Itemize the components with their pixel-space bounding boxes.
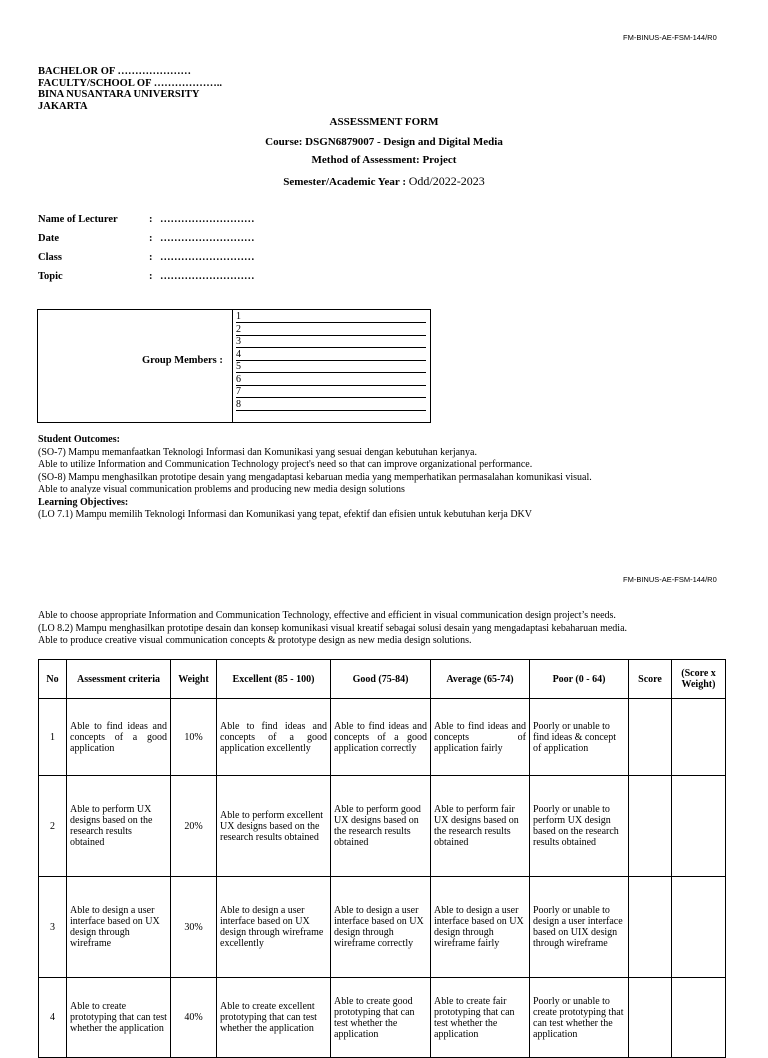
row-criteria: Able to find ideas and concepts of a good application	[67, 699, 171, 776]
semester-title	[0, 174, 768, 189]
field-value: ………………………	[160, 271, 255, 282]
row-criteria: Able to perform UX designs based on the research results obtained	[67, 776, 171, 877]
row-no: 1	[39, 699, 67, 776]
row-average: Able to design a user interface based on UX design through wireframe fairly	[431, 877, 530, 978]
row-score-weight-cell[interactable]	[672, 776, 726, 877]
outcome-line: (SO-8) Mampu menghasilkan prototipe desain yang mengadaptasi kebaruan media yang memperhatikan permasalahan komunikasi visual.	[38, 471, 592, 483]
row-average: Able to perform fair UX designs based on the research results obtained	[431, 776, 530, 877]
row-criteria: Able to create prototyping that can test whether the application	[67, 978, 171, 1058]
field-value: ………………………	[160, 233, 255, 244]
field-label: Name of Lecturer	[38, 214, 118, 225]
row-good: Able to design a user interface based on UX design through wireframe correctly	[331, 877, 431, 978]
col-header-score-weight: (Score x Weight)	[672, 660, 726, 699]
page2-objectives	[38, 610, 738, 648]
field-topic[interactable]	[38, 271, 338, 285]
field-lecturer[interactable]	[38, 214, 338, 228]
col-header-criteria: Assessment criteria	[67, 660, 171, 699]
bachelor-line: BACHELOR OF …………………	[38, 66, 192, 77]
institution-header	[38, 66, 222, 112]
col-header-no: No	[39, 660, 67, 699]
group-members-box	[37, 309, 431, 423]
row-weight: 30%	[171, 877, 217, 978]
col-header-poor: Poor (0 - 64)	[530, 660, 629, 699]
row-average: Able to create fair prototyping that can test whether the application	[431, 978, 530, 1058]
col-header-good: Good (75-84)	[331, 660, 431, 699]
row-score-weight-cell[interactable]	[672, 699, 726, 776]
table-row	[39, 776, 726, 877]
field-colon: :	[149, 271, 153, 282]
row-poor: Poorly or unable to design a user interface based on UIX design through wireframe	[530, 877, 629, 978]
form-title: ASSESSMENT FORM	[329, 116, 439, 128]
col-header-weight: Weight	[171, 660, 217, 699]
table-row	[39, 978, 726, 1058]
table-row	[39, 877, 726, 978]
member-line-2[interactable]: 2	[236, 324, 426, 336]
row-score-cell[interactable]	[629, 877, 672, 978]
method-title: Method of Assessment: Project	[311, 154, 457, 166]
outcome-line: (SO-7) Mampu memanfaatkan Teknologi Informasi dan Komunikasi yang sesuai dengan kebutuhan kerjanya.	[38, 446, 477, 458]
objective-line: (LO 8.2) Mampu menghasilkan prototipe desain dan konsep komunikasi visual kreatif sebagai solusi desain yang mengadaptasi kebaharuan media.	[38, 622, 628, 634]
field-colon: :	[149, 252, 153, 263]
objective-line: (LO 7.1) Mampu memilih Teknologi Informasi dan Komunikasi yang tepat, efektif dan efisien untuk kebutuhan kerja DKV	[38, 509, 532, 520]
col-header-average: Average (65-74)	[431, 660, 530, 699]
semester-label: Semester/Academic Year :	[283, 176, 409, 188]
box-divider	[232, 310, 233, 422]
member-line-7[interactable]: 7	[236, 386, 426, 398]
outcome-line: Able to utilize Information and Communication Technology project's need so that can improve organizational performance.	[38, 459, 533, 470]
city-line: JAKARTA	[38, 100, 88, 112]
row-poor: Poorly or unable to perform UX design based on the research results obtained	[530, 776, 629, 877]
row-average: Able to find ideas and concepts of application fairly	[431, 699, 530, 776]
col-header-score: Score	[629, 660, 672, 699]
semester-value: Odd/2022-2023	[408, 174, 485, 188]
row-excellent: Able to perform excellent UX designs based on the research results obtained	[217, 776, 331, 877]
university-line: BINA NUSANTARA UNIVERSITY	[38, 89, 200, 100]
field-colon: :	[149, 214, 153, 225]
row-score-cell[interactable]	[629, 699, 672, 776]
member-line-5[interactable]: 5	[236, 361, 426, 373]
student-outcomes	[38, 434, 738, 522]
row-excellent: Able to find ideas and concepts of a good application excellently	[217, 699, 331, 776]
field-class[interactable]	[38, 252, 338, 266]
member-line-8[interactable]: 8	[236, 399, 426, 411]
member-line-3[interactable]: 3	[236, 336, 426, 348]
member-line-1[interactable]: 1	[236, 311, 426, 323]
outcomes-heading: Student Outcomes:	[38, 434, 120, 445]
assessment-table	[38, 659, 726, 1058]
faculty-line: FACULTY/SCHOOL OF ………………..	[38, 77, 222, 89]
field-colon: :	[149, 233, 153, 244]
row-excellent: Able to design a user interface based on UX design through wireframe excellently	[217, 877, 331, 978]
outcome-line: Able to analyze visual communication problems and producing new media design solutions	[38, 484, 405, 495]
group-members-label: Group Members :	[142, 355, 223, 366]
row-score-weight-cell[interactable]	[672, 877, 726, 978]
table-row	[39, 699, 726, 776]
row-poor: Poorly or unable to create prototyping that can test whether the application	[530, 978, 629, 1058]
member-line-6[interactable]: 6	[236, 374, 426, 386]
member-line-4[interactable]: 4	[236, 349, 426, 361]
field-label: Topic	[38, 271, 63, 282]
row-good: Able to perform good UX designs based on the research results obtained	[331, 776, 431, 877]
field-value: ………………………	[160, 252, 255, 263]
row-score-cell[interactable]	[629, 776, 672, 877]
row-weight: 20%	[171, 776, 217, 877]
row-criteria: Able to design a user interface based on UX design through wireframe	[67, 877, 171, 978]
row-score-weight-cell[interactable]	[672, 978, 726, 1058]
objective-line: Able to produce creative visual communication concepts & prototype design as new media design solutions.	[38, 635, 472, 646]
row-score-cell[interactable]	[629, 978, 672, 1058]
row-no: 3	[39, 877, 67, 978]
row-no: 2	[39, 776, 67, 877]
document-code: FM-BINUS-AE-FSM-144/R0	[623, 33, 717, 42]
row-poor: Poorly or unable to find ideas & concept of application	[530, 699, 629, 776]
field-date[interactable]	[38, 233, 338, 247]
row-weight: 40%	[171, 978, 217, 1058]
course-title: Course: DSGN6879007 - Design and Digital Media	[265, 136, 503, 148]
field-label: Date	[38, 233, 59, 244]
learning-objectives-heading: Learning Objectives:	[38, 496, 129, 508]
field-value: ………………………	[160, 214, 255, 225]
row-excellent: Able to create excellent prototyping that can test whether the application	[217, 978, 331, 1058]
row-no: 4	[39, 978, 67, 1058]
row-good: Able to create good prototyping that can test whether the application	[331, 978, 431, 1058]
table-header-row	[39, 660, 726, 699]
objective-line: Able to choose appropriate Information and Communication Technology, effective and efficient in visual communication design project’s needs.	[38, 610, 616, 621]
field-label: Class	[38, 252, 62, 263]
col-header-excellent: Excellent (85 - 100)	[217, 660, 331, 699]
document-code-page2: FM-BINUS-AE-FSM-144/R0	[623, 575, 717, 584]
row-good: Able to find ideas and concepts of a good application correctly	[331, 699, 431, 776]
row-weight: 10%	[171, 699, 217, 776]
